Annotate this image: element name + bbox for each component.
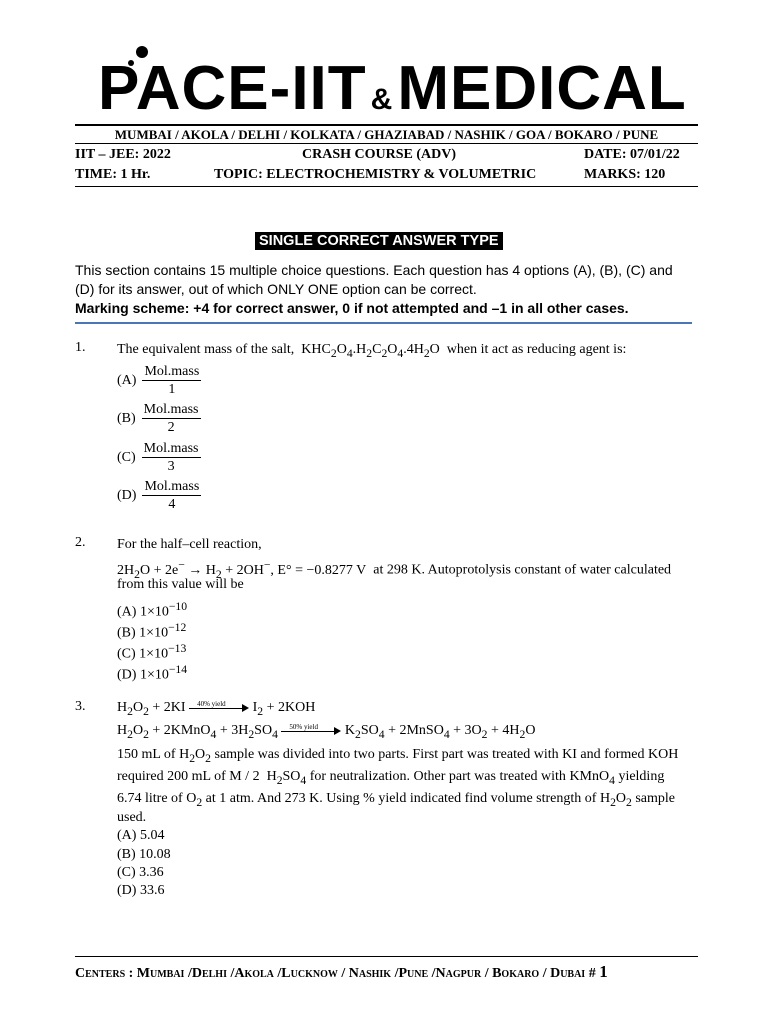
logo-wordmark: PACE-IIT &MEDICAL xyxy=(98,54,687,123)
option-d[interactable]: (D) 33.6 xyxy=(117,883,165,898)
pace-logo xyxy=(98,44,687,126)
yield-arrow-1: 40% yield xyxy=(189,703,249,713)
question-2-line3: from this value will be xyxy=(117,577,244,592)
question-number: 3. xyxy=(75,699,86,714)
option-b[interactable]: (B) 10.08 xyxy=(117,847,171,862)
question-3-line4: required 200 mL of M / 2 $H_2SO_4$ for neutralization. Other part was treated with KMnO$_4$ yielding xyxy=(117,769,665,787)
option-b[interactable]: (B) $1\times 10^{-12}$ xyxy=(117,621,187,641)
formula-salt: $KHC_2O_4.H_2C_2O_4.4H_2O$ xyxy=(297,342,444,360)
option-a[interactable]: (A) $\frac{\text{Mol.mass}}{1}$ xyxy=(117,364,200,397)
course-name: CRASH COURSE (ADV) xyxy=(302,147,457,162)
option-a[interactable]: (A) 5.04 xyxy=(117,828,165,843)
header-rule-top xyxy=(75,124,698,126)
exam-marks: MARKS: 120 xyxy=(584,167,666,182)
question-number: 2. xyxy=(75,535,86,550)
yield-arrow-2: 50% yield xyxy=(281,726,341,736)
exam-date: DATE: 07/01/22 xyxy=(584,147,680,162)
marking-scheme: Marking scheme: +4 for correct answer, 0 if not attempted and –1 in all other cases. xyxy=(75,300,629,316)
option-a[interactable]: (A) $1\times 10^{-10}$ xyxy=(117,600,188,620)
option-d[interactable]: (D) $1\times 10^{-14}$ xyxy=(117,663,188,683)
question-2-line2: $2H_2O + 2e^- \to H_2 + 2OH^-$, E° = −0.8277 V at 298 K. Autoprotolysis constant of water calculated xyxy=(117,558,672,581)
option-c[interactable]: (C) $1\times 10^{-13}$ xyxy=(117,642,187,662)
question-3-line5: 6.74 litre of $O_2$ at 1 atm. And 273 K. Using % yield indicated find volume strength of $H_2O_2$ sample xyxy=(117,791,676,809)
question-number: 1. xyxy=(75,340,86,355)
footer-centers: Centers : Mumbai /Delhi /Akola /Lucknow / Nashik /Pune /Nagpur / Bokaro / Dubai # 1 xyxy=(75,962,608,981)
section-title: SINGLE CORRECT ANSWER TYPE xyxy=(255,232,503,250)
question-2-line1: For the half–cell reaction, xyxy=(117,537,262,552)
exam-topic: TOPIC: ELECTROCHEMISTRY & VOLUMETRIC xyxy=(214,167,537,182)
formula-half-cell: $2H_2O + 2e^- \to H_2 + 2OH^-$, E° = −0.8277 V xyxy=(117,558,370,581)
section-intro: This section contains 15 multiple choice questions. Each question has 4 options (A), (B), (C) and (D) for its answer, out of which ONLY ONE option can be correct. xyxy=(75,262,673,297)
page-number: 1 xyxy=(599,962,608,981)
exam-name: IIT – JEE: 2022 xyxy=(75,147,171,162)
option-c[interactable]: (C) $\frac{\text{Mol.mass}}{3}$ xyxy=(117,441,199,474)
question-3-line6: used. xyxy=(117,810,147,825)
exam-time: TIME: 1 Hr. xyxy=(75,167,151,182)
option-b[interactable]: (B) $\frac{\text{Mol.mass}}{2}$ xyxy=(117,402,199,435)
centers-line: MUMBAI / AKOLA / DELHI / KOLKATA / GHAZIABAD / NASHIK / GOA / BOKARO / PUNE xyxy=(114,127,659,142)
footer-rule xyxy=(75,956,698,957)
header-rule-mid xyxy=(75,143,698,144)
reaction-1: $H_2O_2 + 2KI$ 40% yield $I_2 + 2KOH$ xyxy=(117,699,316,718)
reaction-2: $H_2O_2$ + 2KMnO$_4$ + $3H_2SO_4$ 50% yield $K_2SO_4$ + 2MnSO$_4$ + $3O_2 + 4H_2O$ xyxy=(117,722,536,741)
option-c[interactable]: (C) 3.36 xyxy=(117,865,164,880)
question-1-text: The equivalent mass of the salt, $KHC_2O_4.H_2C_2O_4.4H_2O$ when it act as reducing agent is: xyxy=(117,342,627,360)
header-rule-bottom xyxy=(75,186,698,187)
question-3-line3: 150 mL of $H_2O_2$ sample was divided into two parts. First part was treated with KI and formed KOH xyxy=(117,747,679,765)
section-divider xyxy=(75,322,692,324)
option-d[interactable]: (D) $\frac{\text{Mol.mass}}{4}$ xyxy=(117,479,200,512)
